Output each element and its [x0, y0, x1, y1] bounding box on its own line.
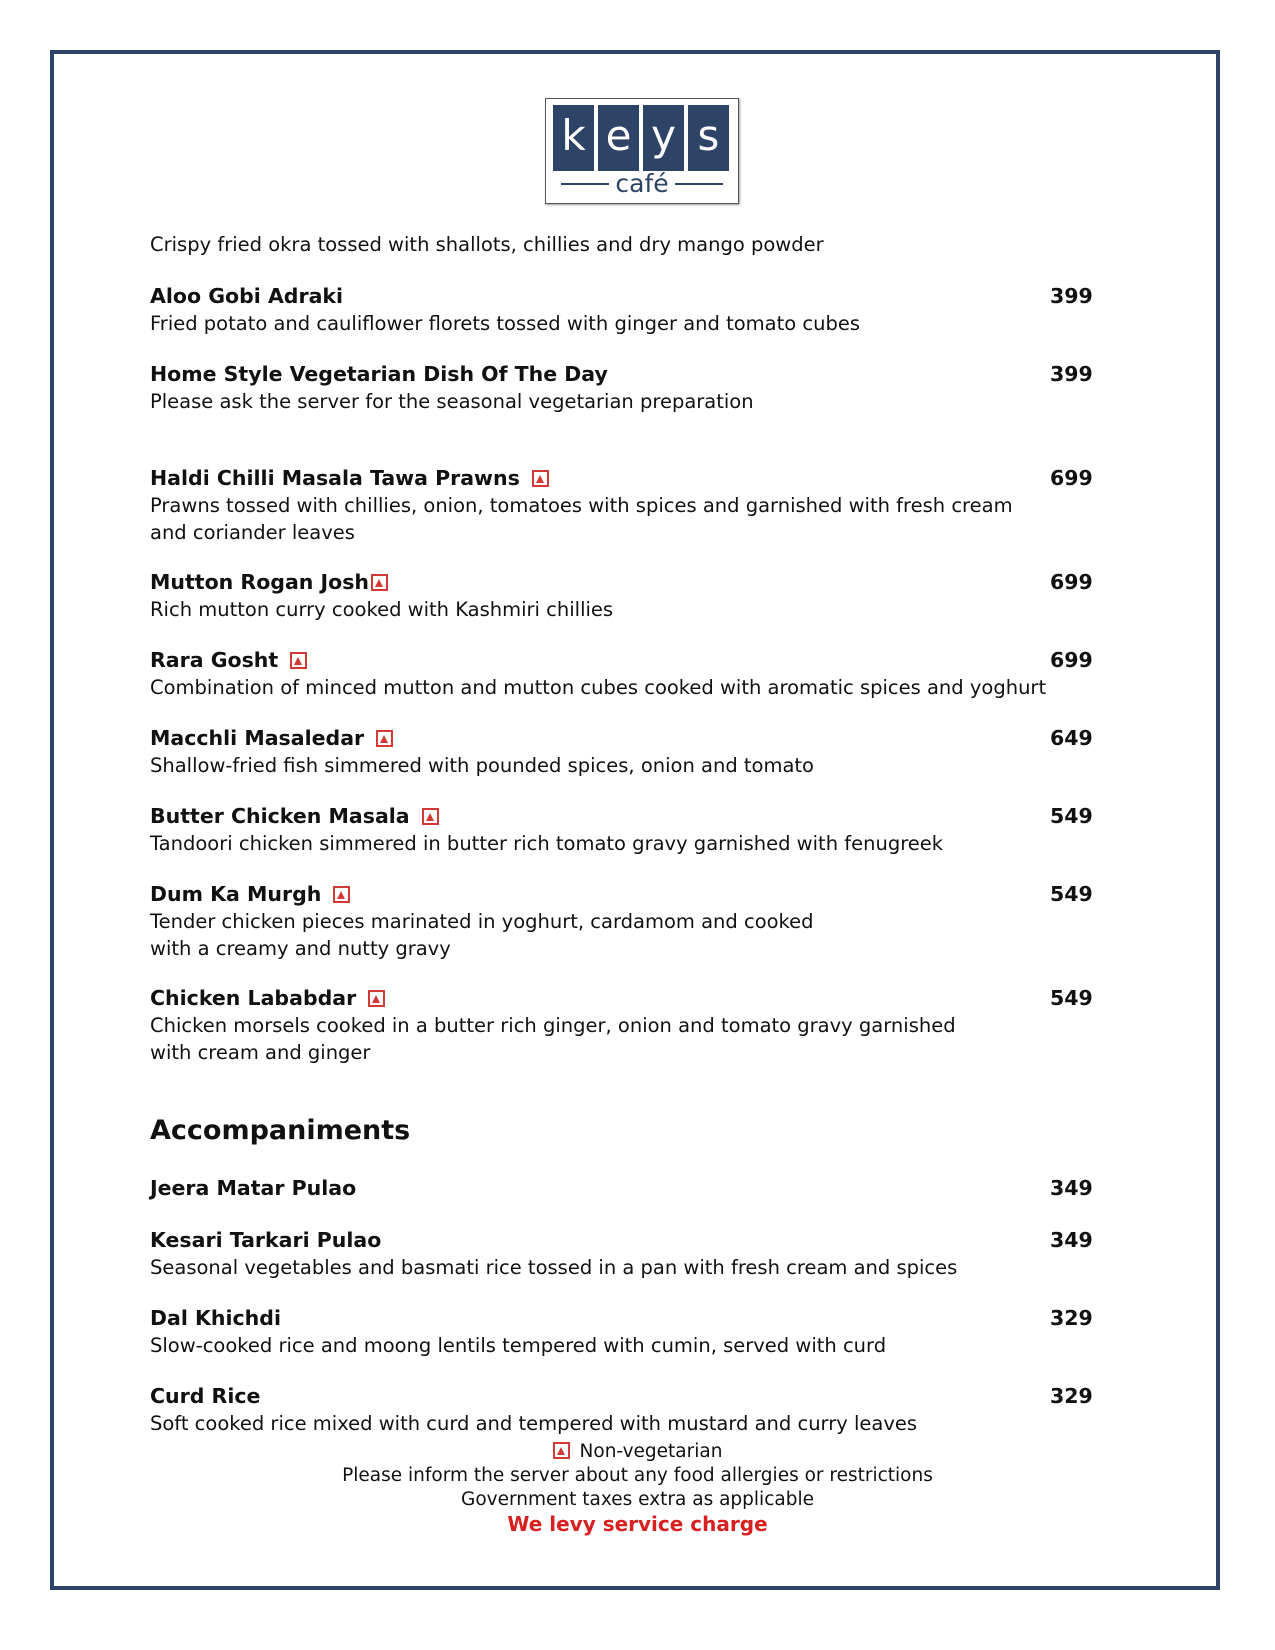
item-description: Rich mutton curry cooked with Kashmiri chillies	[150, 598, 614, 621]
item-name: Jeera Matar Pulao	[150, 1176, 357, 1200]
menu-item	[150, 802, 1090, 857]
footer-note: Government taxes extra as applicable	[461, 1489, 814, 1510]
item-price: 399	[1050, 284, 1093, 308]
logo-rule	[675, 183, 723, 185]
logo-rule	[561, 183, 609, 185]
item-price: 349	[1050, 1228, 1093, 1252]
item-price: 649	[1050, 726, 1093, 750]
item-name: Dal Khichdi	[150, 1306, 281, 1330]
item-name: Home Style Vegetarian Dish Of The Day	[150, 362, 608, 386]
menu-item	[150, 1174, 1090, 1202]
menu-item	[150, 464, 1090, 546]
logo-letter: s	[688, 105, 729, 171]
item-name: Kesari Tarkari Pulao	[150, 1228, 382, 1252]
menu-item	[150, 568, 1090, 623]
item-description: Seasonal vegetables and basmati rice tossed in a pan with fresh cream and spices	[150, 1256, 958, 1279]
item-name: Macchli Masaledar	[150, 726, 365, 750]
item-price: 699	[1050, 466, 1093, 490]
item-price: 399	[1050, 362, 1093, 386]
menu-item	[150, 360, 1090, 415]
item-description: with a creamy and nutty gravy	[150, 937, 451, 960]
logo-subtitle: café	[615, 169, 669, 198]
menu-item	[150, 1382, 1090, 1437]
item-description: Chicken morsels cooked in a butter rich ginger, onion and tomato gravy garnished	[150, 1014, 956, 1037]
item-description: with cream and ginger	[150, 1041, 371, 1064]
logo-letter: k	[553, 105, 594, 171]
service-charge-note: We levy service charge	[507, 1512, 768, 1536]
item-description: Shallow-fried fish simmered with pounded spices, onion and tomato	[150, 754, 814, 777]
legend-label: Non-vegetarian	[579, 1441, 723, 1462]
footer	[150, 1440, 1125, 1536]
item-name: Chicken Lababdar	[150, 986, 357, 1010]
item-description: Prawns tossed with chillies, onion, tomatoes with spices and garnished with fresh cream	[150, 494, 1013, 517]
logo-letter: y	[643, 105, 684, 171]
item-name: Rara Gosht	[150, 648, 279, 672]
item-description: Tender chicken pieces marinated in yoghurt, cardamom and cooked	[150, 910, 814, 933]
item-description: Fried potato and cauliflower florets tossed with ginger and tomato cubes	[150, 312, 860, 335]
menu-item	[150, 880, 1090, 962]
item-name: Dum Ka Murgh	[150, 882, 322, 906]
legend-row	[150, 1440, 1125, 1464]
menu-item	[150, 1304, 1090, 1359]
item-name: Curd Rice	[150, 1384, 261, 1408]
non-veg-icon	[333, 886, 350, 903]
item-description: Slow-cooked rice and moong lentils tempered with cumin, served with curd	[150, 1334, 887, 1357]
non-veg-icon	[371, 574, 388, 591]
item-price: 699	[1050, 648, 1093, 672]
logo-letter: e	[598, 105, 639, 171]
item-description: Please ask the server for the seasonal vegetarian preparation	[150, 390, 754, 413]
item-price: 699	[1050, 570, 1093, 594]
menu-item	[150, 282, 1090, 337]
item-price: 329	[1050, 1384, 1093, 1408]
item-description: and coriander leaves	[150, 521, 355, 544]
item-price: 549	[1050, 804, 1093, 828]
menu-item	[150, 1226, 1090, 1281]
non-veg-icon	[553, 1442, 570, 1459]
item-price: 549	[1050, 986, 1093, 1010]
menu-item	[150, 646, 1090, 701]
footer-note: Please inform the server about any food allergies or restrictions	[342, 1465, 933, 1486]
non-veg-icon	[532, 470, 549, 487]
logo-letters	[553, 105, 729, 171]
item-name: Aloo Gobi Adraki	[150, 284, 344, 308]
menu-item	[150, 984, 1090, 1066]
section-title: Accompaniments	[150, 1115, 411, 1146]
non-veg-icon	[376, 730, 393, 747]
item-price: 349	[1050, 1176, 1093, 1200]
intro-description: Crispy fried okra tossed with shallots, chillies and dry mango powder	[150, 233, 824, 256]
item-price: 549	[1050, 882, 1093, 906]
keys-cafe-logo	[545, 98, 739, 204]
item-name: Haldi Chilli Masala Tawa Prawns	[150, 466, 520, 490]
logo-subtitle-row	[546, 169, 738, 199]
non-veg-icon	[290, 652, 307, 669]
item-name: Butter Chicken Masala	[150, 804, 410, 828]
item-description: Soft cooked rice mixed with curd and tempered with mustard and curry leaves	[150, 1412, 918, 1435]
non-veg-icon	[368, 990, 385, 1007]
item-price: 329	[1050, 1306, 1093, 1330]
menu-item	[150, 724, 1090, 779]
non-veg-icon	[422, 808, 439, 825]
item-description: Tandoori chicken simmered in butter rich tomato gravy garnished with fenugreek	[150, 832, 944, 855]
item-description: Combination of minced mutton and mutton cubes cooked with aromatic spices and yoghurt	[150, 676, 1047, 699]
item-name: Mutton Rogan Josh	[150, 570, 370, 594]
